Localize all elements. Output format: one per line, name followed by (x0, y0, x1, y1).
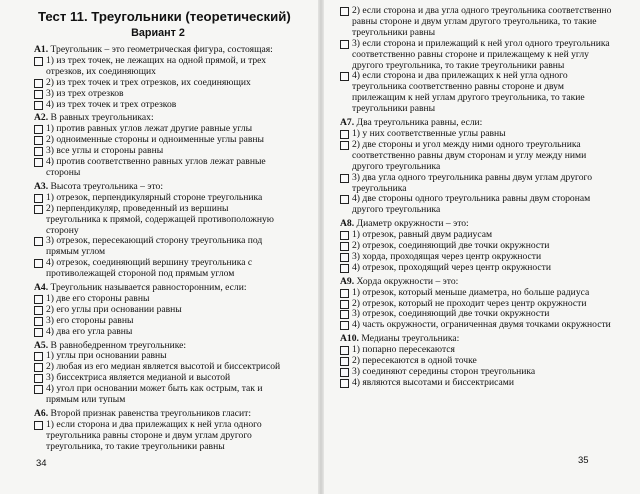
answer-checkbox[interactable] (340, 379, 349, 388)
answer-checkbox[interactable] (340, 264, 349, 273)
question-number: А5. (34, 339, 49, 351)
question-stem: Треугольник – это геометрическая фигура, состоящая: (50, 44, 273, 55)
answer-text: 3) его стороны равны (46, 314, 134, 326)
answer-option[interactable] (340, 378, 612, 389)
page-number-left: 34 (36, 458, 47, 469)
test-title: Тест 11. Треугольники (теоретический) (38, 9, 291, 24)
answer-text: 1) отрезок, равный двум радиусам (352, 229, 493, 241)
answer-checkbox[interactable] (34, 101, 43, 110)
answer-option[interactable] (340, 140, 612, 173)
question-stem: Хорда окружности – это: (356, 275, 459, 287)
question-a8 (340, 219, 612, 274)
answer-option[interactable] (34, 204, 282, 237)
question-a2 (34, 113, 282, 178)
question-stem: Медианы треугольника: (361, 333, 460, 345)
answer-text: 3) хорда, проходящая через центр окружности (352, 250, 542, 262)
answer-text: 4) два его угла равны (46, 325, 133, 337)
answer-checkbox[interactable] (340, 310, 349, 319)
question-a1 (34, 45, 282, 110)
answer-checkbox[interactable] (340, 231, 349, 240)
answer-checkbox[interactable] (34, 136, 43, 145)
answer-checkbox[interactable] (340, 195, 349, 204)
answer-option[interactable] (34, 78, 282, 89)
answer-option[interactable] (34, 258, 282, 280)
answer-text: 2) если сторона и два угла одного треугольника соответственно равны стороне и двум углам другого треугольника, то такие треугольники равны (352, 5, 612, 38)
question-a3 (34, 182, 282, 280)
answer-text: 1) отрезок, который меньше диаметра, но больше радиуса (352, 286, 590, 298)
answer-checkbox[interactable] (340, 242, 349, 251)
answer-text: 2) две стороны и угол между ними одного треугольника соответственно равны двум сторонам и углу между ними другого треугольника (352, 138, 587, 172)
answer-checkbox[interactable] (34, 90, 43, 99)
answer-option[interactable] (340, 173, 612, 195)
answer-text: 1) углы при основании равны (46, 350, 167, 362)
page-number-right: 35 (578, 455, 589, 466)
answer-checkbox[interactable] (340, 368, 349, 377)
question-stem: Второй признак равенства треугольников гласит: (50, 408, 252, 419)
question-number: А4. (34, 282, 49, 294)
answer-text: 4) из трех точек и трех отрезков (46, 98, 177, 110)
answer-text: 1) у них соответственные углы равны (352, 127, 506, 139)
answer-text: 1) если сторона и два прилежащих к ней угла одного треугольника равны стороне и двум углам другого треугольника, то такие треугольники равны (46, 418, 262, 452)
answer-text: 3) все углы и стороны равны (46, 145, 164, 157)
answer-checkbox[interactable] (340, 300, 349, 309)
answer-option[interactable] (340, 39, 612, 72)
answer-text: 4) часть окружности, ограниченная двумя точками окружности (352, 319, 611, 331)
answer-option[interactable] (34, 100, 282, 111)
answer-checkbox[interactable] (340, 40, 349, 49)
answer-option[interactable] (34, 89, 282, 100)
answer-checkbox[interactable] (340, 357, 349, 366)
answer-text: 1) две его стороны равны (46, 292, 150, 304)
variant-heading: Вариант 2 (131, 27, 185, 39)
answer-checkbox[interactable] (34, 363, 43, 372)
answer-text: 3) отрезок, пересекающий сторону треугольника под прямым углом (46, 235, 263, 258)
answer-option[interactable] (34, 236, 282, 258)
answer-text: 1) из трех точек, не лежащих на одной прямой, и трех отрезков, их соединяющих (46, 54, 267, 77)
question-stem: Треугольник называется равносторонним, если: (50, 282, 247, 294)
answer-option[interactable] (34, 56, 282, 78)
answer-checkbox[interactable] (340, 130, 349, 139)
answer-option[interactable] (340, 288, 612, 299)
answer-option[interactable] (34, 384, 282, 406)
answer-checkbox[interactable] (34, 194, 43, 203)
answer-checkbox[interactable] (34, 328, 43, 337)
question-number: А3. (34, 180, 49, 192)
answer-checkbox[interactable] (340, 174, 349, 183)
answer-checkbox[interactable] (34, 374, 43, 383)
answer-checkbox[interactable] (340, 289, 349, 298)
answer-checkbox[interactable] (34, 237, 43, 246)
question-stem: В равных треугольниках: (50, 112, 154, 124)
answer-text: 2) пересекаются в одной точке (352, 355, 477, 367)
question-number: А8. (340, 218, 355, 230)
answer-text: 4) угол при основании может быть как острым, так и прямым или тупым (46, 383, 263, 406)
answer-text: 2) из трех точек и трех отрезков, их соединяющих (46, 76, 251, 88)
answer-checkbox[interactable] (34, 421, 43, 430)
question-number: А6. (34, 408, 49, 419)
answer-text: 3) биссектриса является медианой и высотой (46, 372, 231, 384)
question-a5 (34, 341, 282, 406)
question-number: А10. (340, 333, 359, 345)
answer-checkbox[interactable] (340, 321, 349, 330)
answer-checkbox[interactable] (34, 79, 43, 88)
answer-checkbox[interactable] (340, 72, 349, 81)
question-a10 (340, 334, 612, 389)
answer-checkbox[interactable] (34, 57, 43, 66)
answer-option[interactable] (340, 6, 612, 39)
question-stem: Высота треугольника – это: (50, 180, 164, 192)
answer-text: 4) отрезок, соединяющий вершину треугольника с противолежащей стороной под прямым углом (46, 257, 253, 280)
answer-checkbox[interactable] (34, 317, 43, 326)
question-stem: В равнобедренном треугольнике: (50, 339, 187, 351)
left-column (34, 8, 291, 453)
right-page (322, 0, 640, 494)
answer-option[interactable] (340, 71, 612, 115)
answer-checkbox[interactable] (340, 346, 349, 355)
answer-text: 2) его углы при основании равны (46, 303, 182, 315)
answer-checkbox[interactable] (34, 125, 43, 134)
answer-text: 1) попарно пересекаются (352, 344, 455, 356)
answer-checkbox[interactable] (34, 259, 43, 268)
question-a6 (34, 409, 282, 453)
answer-option[interactable] (34, 157, 282, 179)
right-column (340, 6, 612, 389)
answer-checkbox[interactable] (34, 158, 43, 167)
answer-checkbox[interactable] (340, 141, 349, 150)
question-stem: Диаметр окружности – это: (356, 218, 469, 230)
answer-text: 2) перпендикуляр, проведенный из вершины треугольника к прямой, содержащей противоположную сторону (46, 202, 274, 236)
question-stem: Два треугольника равны, если: (356, 117, 483, 129)
answer-checkbox[interactable] (34, 147, 43, 156)
answer-text: 4) отрезок, проходящий через центр окружности (352, 261, 551, 273)
answer-text: 2) любая из его медиан является высотой и биссектрисой (46, 361, 281, 373)
answer-checkbox[interactable] (34, 295, 43, 304)
question-number: А7. (340, 117, 355, 129)
answer-checkbox[interactable] (340, 253, 349, 262)
question-a4 (34, 283, 282, 338)
answer-checkbox[interactable] (34, 385, 43, 394)
answer-option[interactable] (34, 327, 282, 338)
question-number: А9. (340, 275, 355, 287)
answer-text: 4) две стороны одного треугольника равны двум сторонам другого треугольника (352, 193, 591, 216)
answer-text: 3) из трех отрезков (46, 87, 124, 99)
question-number: А2. (34, 112, 49, 124)
question-a9 (340, 277, 612, 332)
answer-text: 3) отрезок, соединяющий две точки окружности (352, 308, 550, 320)
answer-checkbox[interactable] (34, 306, 43, 315)
answer-text: 1) против равных углов лежат другие равные углы (46, 123, 253, 135)
answer-checkbox[interactable] (34, 352, 43, 361)
question-a7 (340, 118, 612, 216)
answer-text: 2) одноименные стороны и одноименные углы равны (46, 134, 264, 146)
answer-option[interactable] (340, 320, 612, 331)
answer-option[interactable] (340, 263, 612, 274)
answer-checkbox[interactable] (34, 205, 43, 214)
answer-text: 3) если сторона и прилежащий к ней угол одного треугольника соответственно равны стороне и прилежащему к ней углу другого треугольника, то такие треугольники равны (352, 37, 610, 71)
answer-text: 2) отрезок, соединяющий две точки окружности (352, 240, 550, 252)
answer-checkbox[interactable] (340, 7, 349, 16)
answer-text: 2) отрезок, который не проходит через центр окружности (352, 297, 587, 309)
answer-text: 3) соединяют середины сторон треугольника (352, 366, 536, 377)
answer-text: 1) отрезок, перпендикулярный стороне треугольника (46, 191, 263, 203)
answer-text: 3) два угла одного треугольника равны двум углам другого треугольника (352, 171, 593, 194)
answer-option[interactable] (34, 420, 282, 453)
answer-option[interactable] (340, 194, 612, 216)
answer-text: 4) являются высотами и биссектрисами (352, 376, 514, 388)
question-number: А1. (34, 44, 49, 55)
question-a6-continued (340, 6, 612, 115)
answer-text: 4) против соответственно равных углов лежат равные стороны (46, 156, 266, 178)
answer-text: 4) если сторона и два прилежащих к ней угла одного треугольника соответственно равны стороне и двум прилежащим к ней углам другого треугольника, то такие треугольники равны (352, 70, 585, 115)
